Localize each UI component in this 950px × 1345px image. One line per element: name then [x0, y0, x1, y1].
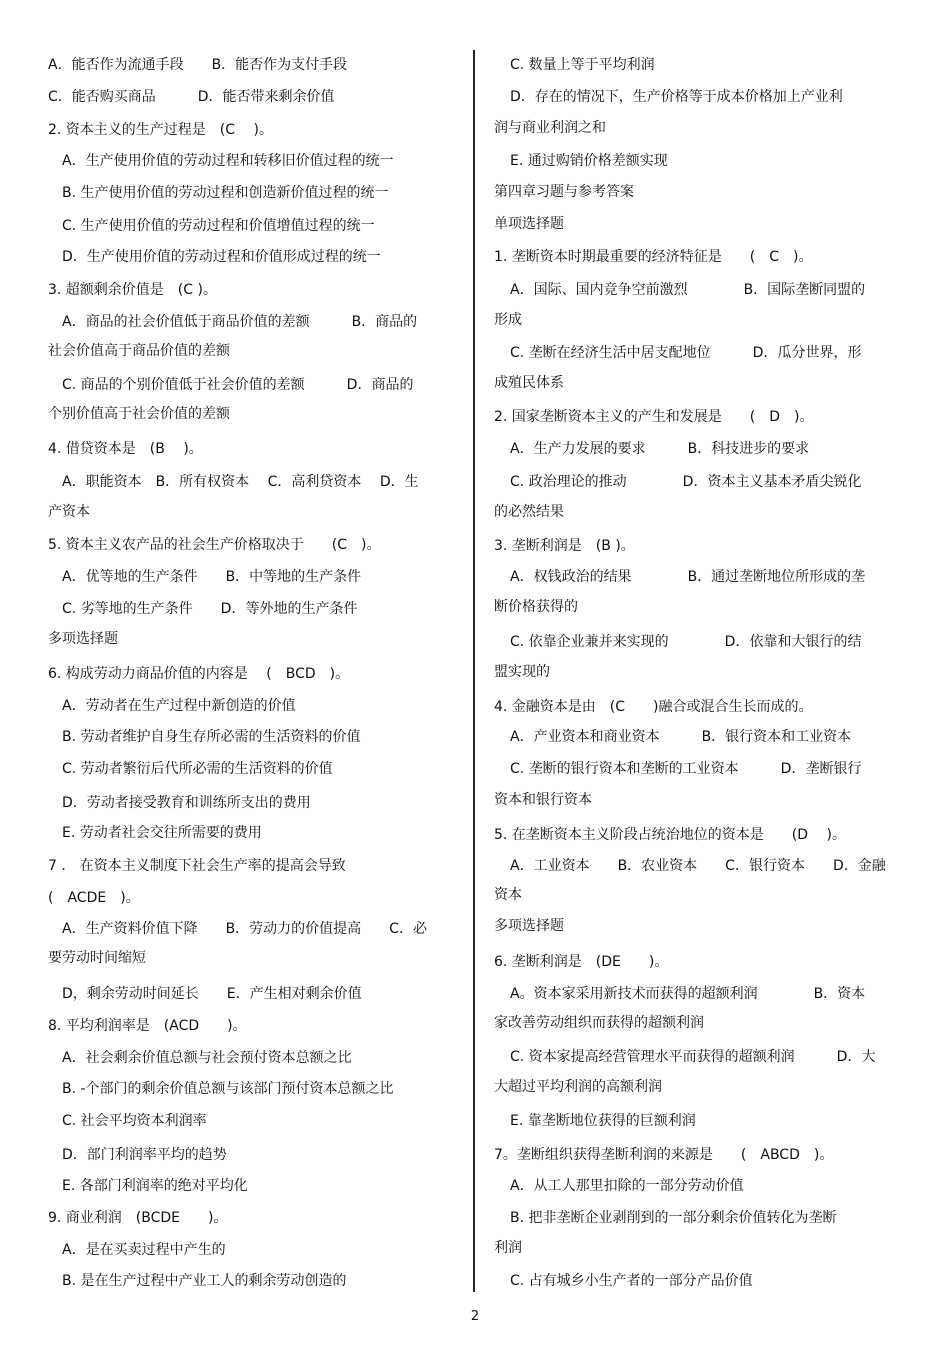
left-column-line: C. 劳动者繁衍后代所必需的生活资料的价值 — [62, 761, 333, 777]
left-column-line: 4. 借贷资本是 (B )。 — [48, 441, 203, 457]
left-column-line: A．生产资料价值下降 B．劳动力的价值提高 C．必 — [62, 921, 427, 937]
right-column-line: 单项选择题 — [494, 216, 564, 232]
right-column-line: 第四章习题与参考答案 — [494, 184, 634, 200]
left-column-line: 7 . 在资本主义制度下社会生产率的提高会导致 — [48, 858, 346, 874]
right-column-line: 盟实现的 — [494, 664, 550, 680]
left-column-line: B. 生产使用价值的劳动过程和创造新价值过程的统一 — [62, 185, 389, 201]
right-column-line: 7。垄断组织获得垄断利润的来源是 ( ABCD )。 — [494, 1147, 834, 1163]
left-column-line: 要劳动时间缩短 — [48, 950, 146, 966]
right-column-line: 利润 — [494, 1240, 522, 1256]
left-column-line: A．社会剩余价值总额与社会预付资本总额之比 — [62, 1050, 352, 1066]
right-column-line: 形成 — [494, 312, 522, 328]
left-column-line: D．部门利润率平均的趋势 — [62, 1147, 227, 1163]
right-column-line: 多项选择题 — [494, 918, 564, 934]
left-column-line: 8. 平均利润率是 (ACD )。 — [48, 1018, 247, 1034]
left-column-line: B. 劳动者维护自身生存所必需的生活资料的价值 — [62, 729, 361, 745]
right-column-line: D．存在的情况下，生产价格等于成本价格加上产业利 — [510, 89, 843, 105]
left-column-line: C. 商品的个别价值低于社会价值的差额 D．商品的 — [62, 377, 414, 393]
right-column-line: C. 占有城乡小生产者的一部分产品价值 — [510, 1273, 753, 1289]
right-column-line: C. 垄断的银行资本和垄断的工业资本 D．垄断银行 — [510, 761, 862, 777]
right-column-line: 5. 在垄断资本主义阶段占统治地位的资本是 (D )。 — [494, 827, 846, 843]
left-column-line: 2. 资本主义的生产过程是 (C )。 — [48, 122, 273, 138]
right-column-line: 家改善劳动组织而获得的超额利润 — [494, 1015, 704, 1031]
right-column-line: 3. 垄断利润是 (B )。 — [494, 538, 635, 554]
left-column-line: D．生产使用价值的劳动过程和价值形成过程的统一 — [62, 249, 381, 265]
left-column-line: A．是在买卖过程中产生的 — [62, 1242, 226, 1258]
right-column-line: C. 资本家提高经营管理水平而获得的超额利润 D．大 — [510, 1049, 876, 1065]
right-column-line: A．产业资本和商业资本 B．银行资本和工业资本 — [510, 729, 852, 745]
left-column-line: ( ACDE )。 — [48, 890, 140, 906]
left-column-line: D．劳动者接受教育和训练所支出的费用 — [62, 795, 311, 811]
left-column-line: E. 各部门利润率的绝对平均化 — [62, 1178, 248, 1194]
left-column-line: A．劳动者在生产过程中新创造的价值 — [62, 698, 296, 714]
column-divider — [473, 50, 475, 1292]
left-column-line: B. -个部门的剩余价值总额与该部门预付资本总额之比 — [62, 1081, 394, 1097]
right-column-line: C. 依靠企业兼并来实现的 D．依靠和大银行的结 — [510, 634, 862, 650]
right-column-line: A．从工人那里扣除的一部分劳动价值 — [510, 1178, 744, 1194]
left-column-line: C．能否购买商品 D．能否带来剩余价值 — [48, 89, 335, 105]
right-column-line: 成殖民体系 — [494, 375, 564, 391]
left-column-line: 产资本 — [48, 504, 90, 520]
left-column-line: 9. 商业利润 (BCDE )。 — [48, 1210, 228, 1226]
right-column-line: A。资本家采用新技术而获得的超额利润 B．资本 — [510, 986, 866, 1002]
left-column-line: D，剩余劳动时间延长 E．产生相对剩余价值 — [62, 986, 362, 1002]
left-column-line: A．生产使用价值的劳动过程和转移旧价值过程的统一 — [62, 153, 394, 169]
right-column-line: E. 靠垄断地位获得的巨额利润 — [510, 1113, 696, 1129]
right-column-line: 的必然结果 — [494, 504, 564, 520]
page-number: 2 — [470, 1309, 480, 1324]
right-column-line: E. 通过购销价格差额实现 — [510, 153, 668, 169]
left-column-line: C. 生产使用价值的劳动过程和价值增值过程的统一 — [62, 218, 375, 234]
right-column-line: 大超过平均利润的高额利润 — [494, 1079, 662, 1095]
right-column-line: A．权钱政治的结果 B．通过垄断地位所形成的垄 — [510, 569, 866, 585]
left-column-line: E. 劳动者社会交往所需要的费用 — [62, 825, 262, 841]
left-column-line: 3. 超额剩余价值是 (C )。 — [48, 282, 217, 298]
right-column-line: A．国际、国内竞争空前激烈 B．国际垄断同盟的 — [510, 282, 866, 298]
right-column-line: A．工业资本 B．农业资本 C．银行资本 D．金融 — [510, 858, 886, 874]
left-column-line: 多项选择题 — [48, 631, 118, 647]
right-column-line: 润与商业利润之和 — [494, 120, 606, 136]
right-column-line: 1. 垄断资本时期最重要的经济特征是 ( C )。 — [494, 249, 813, 265]
right-column-line: B. 把非垄断企业剥削到的一部分剩余价值转化为垄断 — [510, 1210, 837, 1226]
left-column-line: A．能否作为流通手段 B．能否作为支付手段 — [48, 57, 348, 73]
left-column-line: C. 社会平均资本利润率 — [62, 1113, 207, 1129]
right-column-line: A．生产力发展的要求 B．科技进步的要求 — [510, 441, 810, 457]
left-column-line: 个别价值高于社会价值的差额 — [48, 406, 230, 422]
right-column-line: C. 垄断在经济生活中居支配地位 D．瓜分世界，形 — [510, 345, 862, 361]
left-column-line: C. 劣等地的生产条件 D．等外地的生产条件 — [62, 601, 358, 617]
left-column-line: 5. 资本主义农产品的社会生产价格取决于 (C )。 — [48, 537, 381, 553]
right-column-line: 2. 国家垄断资本主义的产生和发展是 ( D )。 — [494, 409, 814, 425]
right-column-line: 资本 — [494, 887, 522, 903]
right-column-line: 6. 垄断利润是 (DE )。 — [494, 954, 669, 970]
left-column-line: B. 是在生产过程中产业工人的剩余劳动创造的 — [62, 1273, 347, 1289]
right-column-line: 资本和银行资本 — [494, 792, 592, 808]
right-column-line: 4. 金融资本是由 (C )融合或混合生长而成的。 — [494, 699, 813, 715]
right-column-line: 断价格获得的 — [494, 599, 578, 615]
right-column-line: C. 政治理论的推动 D．资本主义基本矛盾尖锐化 — [510, 474, 862, 490]
left-column-line: 社会价值高于商品价值的差额 — [48, 343, 230, 359]
left-column-line: 6. 构成劳动力商品价值的内容是 ( BCD )。 — [48, 666, 350, 682]
right-column-line: C. 数量上等于平均利润 — [510, 57, 655, 73]
left-column-line: A．职能资本 B．所有权资本 C．高利贷资本 D．生 — [62, 474, 419, 490]
left-column-line: A．优等地的生产条件 B．中等地的生产条件 — [62, 569, 362, 585]
left-column-line: A．商品的社会价值低于商品价值的差额 B．商品的 — [62, 314, 418, 330]
